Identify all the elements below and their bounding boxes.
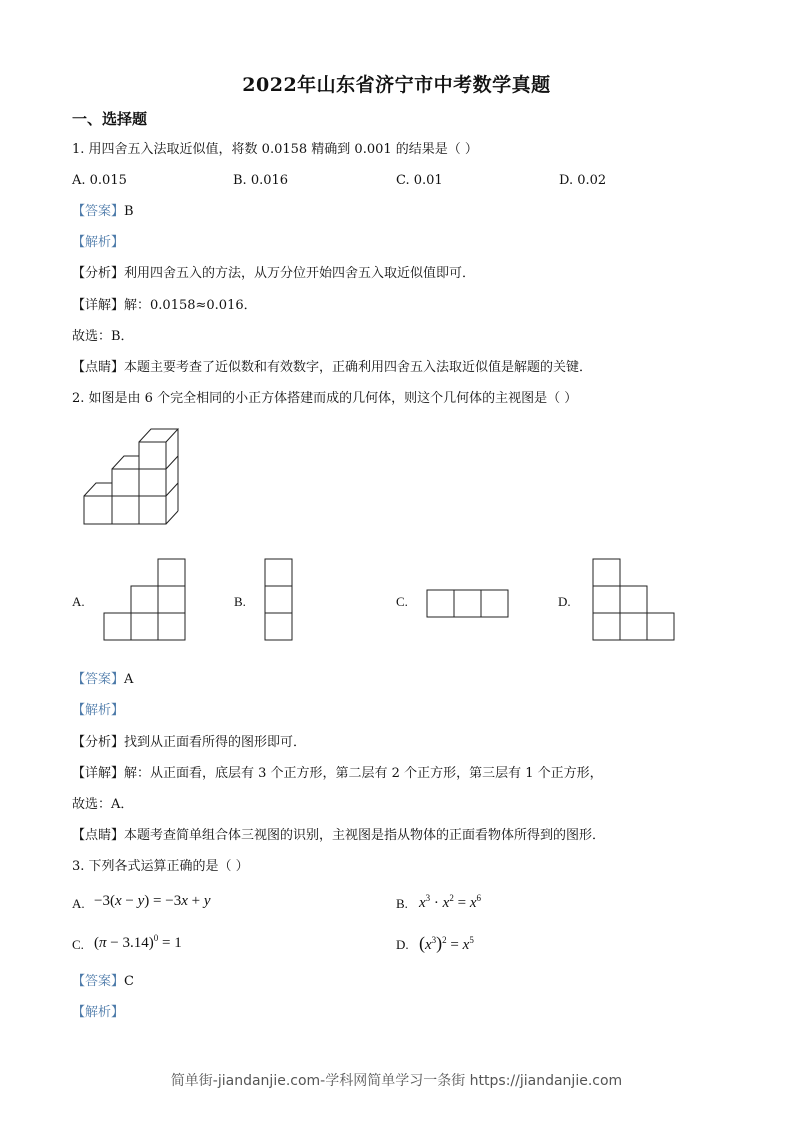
xiangjie-text: 解：0.0158≈0.016．: [124, 298, 257, 313]
footer-watermark: 简单街-jiandanjie.com-学科网简单学习一条街 https://jiandanjie.com: [170, 1073, 623, 1089]
q2-option-b-label: B.: [234, 594, 246, 609]
answer-value: B: [124, 204, 134, 219]
dianjing-text: 本题考查简单组合体三视图的识别，主视图是指从物体的正面看物体所得到的图形．: [124, 828, 606, 843]
q2-analysis-tag: 【解析】: [72, 703, 125, 718]
dianjing-tag: 【点睛】: [72, 360, 125, 375]
xiangjie-text: 解：从正面看，底层有 3 个正方形，第二层有 2 个正方形，第三层有 1 个正方形，: [124, 766, 603, 781]
q3-option-a-expr: −3(x − y) = −3x + y: [94, 893, 211, 909]
fenxi-tag: 【分析】: [72, 266, 125, 281]
question-3-stem: 3. 下列各式运算正确的是（ ）: [72, 859, 249, 874]
q2-choice: 故选：A．: [72, 797, 134, 812]
answer-tag: 【答案】: [72, 974, 125, 989]
q2-dianjing: [72, 827, 605, 845]
q1-choice: 故选：B．: [72, 329, 134, 344]
answer-value: A: [124, 672, 134, 687]
q3-option-b-label: B.: [396, 896, 408, 911]
q3-answer: [72, 973, 134, 991]
q3-option-d-label: D.: [396, 937, 409, 952]
q3-analysis-tag: 【解析】: [72, 1005, 125, 1020]
q1-analysis-tag: 【解析】: [72, 235, 125, 250]
q2-fenxi: [72, 734, 306, 752]
dianjing-text: 本题主要考查了近似数和有效数字，正确利用四舍五入法取近似值是解题的关键．: [124, 360, 593, 375]
xiangjie-tag: 【详解】: [72, 766, 125, 781]
answer-tag: 【答案】: [72, 204, 125, 219]
dianjing-tag: 【点睛】: [72, 828, 125, 843]
q2-xiangjie: [72, 765, 603, 783]
q2-option-d-label: D.: [558, 594, 571, 609]
q1-option-c: C. 0.01: [396, 173, 443, 188]
q3-option-b-expr: $x^3 \cdot x^2 = x^6$: [419, 893, 481, 911]
q2-answer: [72, 671, 133, 689]
q2-option-a-label: A.: [72, 594, 85, 609]
section-heading: 一、选择题: [72, 110, 148, 128]
fenxi-tag: 【分析】: [72, 735, 125, 750]
xiangjie-tag: 【详解】: [72, 298, 125, 313]
question-1-stem: 1. 用四舍五入法取近似值，将数 0.0158 精确到 0.001 的结果是（ ）: [72, 142, 478, 157]
document-title: 2022年山东省济宁市中考数学真题: [242, 74, 551, 96]
q1-option-b: B. 0.016: [233, 173, 289, 188]
q2-option-c-label: C.: [396, 594, 408, 609]
fenxi-text: 利用四舍五入的方法，从万分位开始四舍五入取近似值即可．: [124, 266, 476, 281]
q1-option-d: D. 0.02: [559, 173, 607, 188]
q3-option-d-expr: $(x^3)^2 = x^5$: [419, 933, 474, 953]
q1-option-a: A. 0.015: [72, 173, 127, 188]
q3-option-a-label: A.: [72, 896, 85, 911]
q3-option-c-label: C.: [72, 937, 84, 952]
question-2-stem: 2. 如图是由 6 个完全相同的小正方体搭建而成的几何体，则这个几何体的主视图是（ ）: [72, 391, 578, 406]
fenxi-text: 找到从正面看所得的图形即可．: [124, 735, 307, 750]
answer-value: C: [124, 974, 134, 989]
answer-tag: 【答案】: [72, 672, 125, 687]
q3-option-c-expr: $(\pi - 3.14)^0 = 1$: [94, 933, 182, 951]
